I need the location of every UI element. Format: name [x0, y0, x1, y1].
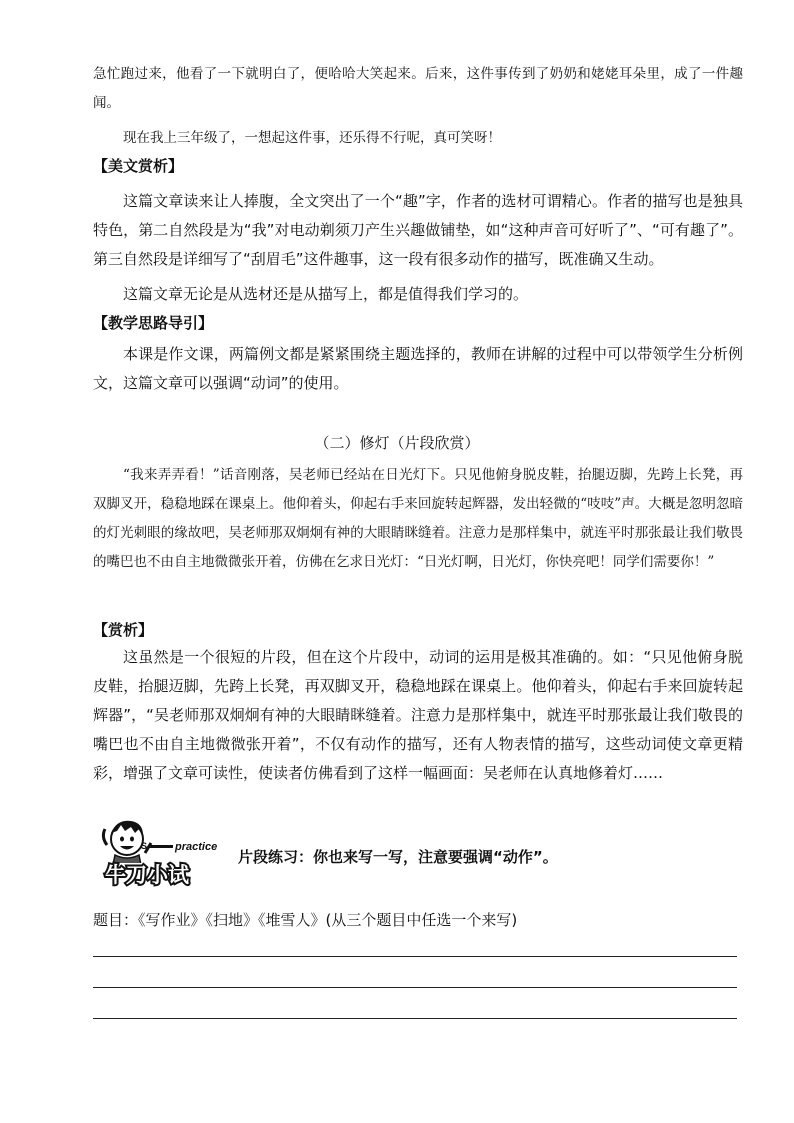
section-heading: 【美文赏析】 — [93, 157, 184, 175]
writing-line[interactable] — [93, 956, 737, 957]
appreciation-paragraph: 这篇文章读来让人捧腹，全文突出了一个“趣”字，作者的选材可谓精心。作者的描写也是独具特色，第二自然段是为“我”对电动剃须刀产生兴趣做铺垫，如“这种声音可好听了”、“可有趣了”。第三自然段是详细写了“刮眉毛”这件趣事，这一段有很多动作的描写，既准确又生动。 — [93, 192, 743, 268]
exercise-instruction: 片段练习：你也来写一写，注意要强调“动作”。 — [238, 848, 558, 866]
analysis-paragraph: 这虽然是一个很短的片段，但在这个片段中，动词的运用是极其准确的。如：“只见他俯身脱皮鞋，抬腿迈脚，先跨上长凳，再双脚叉开，稳稳地踩在课桌上。他仰着头，仰起右手来回旋转起辉器”，“吴老师那双炯炯有神的大眼睛眯缝着。注意力是那样集中，就连平时那张最让我们敬畏的嘴巴也不由自主地微微张开着”，不仅有动作的描写，还有人物表情的描写，这些动词使文章更精彩，增强了文章可读性，使读者仿佛看到了这样一幅画面：吴老师在认真地修着灯…… — [93, 648, 743, 782]
exercise-topic: 题目：《写作业》《扫地》《堆雪人》(从三个题目中任选一个来写) — [93, 911, 518, 929]
teaching-paragraph: 本课是作文课，两篇例文都是紧紧围绕主题选择的，教师在讲解的过程中可以带领学生分析例文，这篇文章可以强调“动词”的使用。 — [93, 345, 743, 392]
svg-text:S: S — [141, 841, 148, 851]
excerpt-title: （二）修灯（片段欣赏） — [314, 434, 480, 452]
svg-text:practice: practice — [175, 841, 218, 853]
story-paragraph: 急忙跑过来，他看了一下就明白了，便哈哈大笑起来。后来，这件事传到了奶奶和姥姥耳朵里，成了一件趣闻。 — [93, 66, 743, 111]
excerpt-paragraph: “我来弄弄看！”话音刚落，吴老师已经站在日光灯下。只见他俯身脱皮鞋，抬腿迈脚，先跨上长凳，再双脚叉开，稳稳地踩在课桌上。他仰着头，仰起右手来回旋转起辉器，发出轻微的“吱吱”声。大概是忽明忽暗的灯光刺眼的缘故吧，吴老师那双炯炯有神的大眼睛眯缝着。注意力是那样集中，就连平时那张最让我们敬畏的嘴巴也不由自主地微微张开着，仿佛在乞求日光灯：“日光灯啊，日光灯，你快亮吧！同学们需要你！” — [93, 467, 743, 570]
practice-logo — [95, 815, 230, 887]
svg-text:牛刀小试: 牛刀小试 — [105, 863, 189, 887]
section-heading: 【教学思路导引】 — [93, 314, 214, 332]
writing-line[interactable] — [93, 1018, 737, 1019]
story-paragraph: 现在我上三年级了，一想起这件事，还乐得不行呢，真可笑呀！ — [123, 130, 501, 146]
writing-line[interactable] — [93, 987, 737, 988]
section-heading: 【赏析】 — [93, 621, 154, 639]
appreciation-paragraph: 这篇文章无论是从选材还是从描写上，都是值得我们学习的。 — [123, 285, 529, 303]
